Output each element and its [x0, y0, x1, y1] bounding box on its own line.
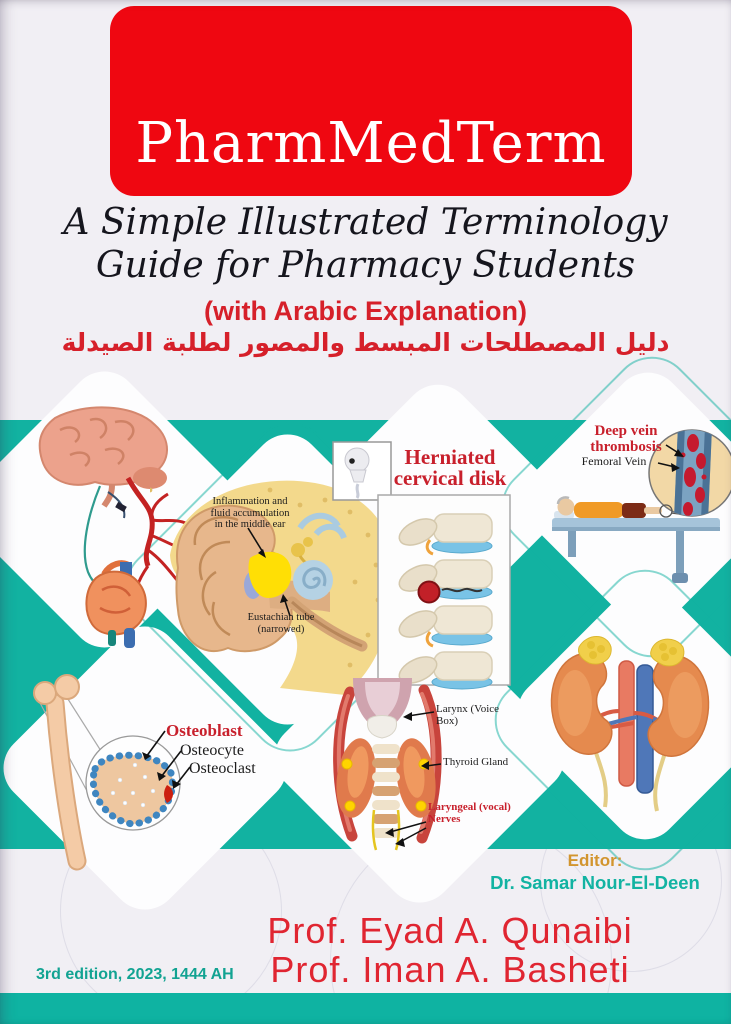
editor-block: [470, 850, 720, 894]
ear-fluid-label: Inflammation and fluid accumulation in the middle ear: [210, 496, 290, 531]
osteocyte-label: Osteocyte: [180, 742, 244, 759]
book-subtitle: [0, 201, 731, 287]
subtitle-line-2: Guide for Pharmacy Students: [95, 245, 636, 287]
ear-tube-label: Eustachian tube (narrowed): [247, 612, 315, 635]
osteoblast-label: Osteoblast: [166, 721, 243, 740]
title-banner: [110, 6, 632, 196]
authors-block: [225, 912, 675, 990]
kidneys-illustration: [535, 625, 725, 815]
author-2: Prof. Iman A. Basheti: [270, 948, 630, 990]
laryngeal-nerves-label: Laryngeal (vocal) Nerves: [428, 801, 511, 826]
editor-name: Dr. Samar Nour-El-Deen: [490, 872, 700, 894]
osteoclast-label: Osteoclast: [189, 760, 256, 777]
dvt-title: Deep vein thrombosis: [590, 423, 662, 455]
edition-note: 3rd edition, 2023, 1444 AH: [36, 966, 234, 983]
book-title: PharmMedTerm: [135, 111, 607, 176]
author-1: Prof. Eyad A. Qunaibi: [267, 910, 633, 951]
thyroid-label: Thyroid Gland: [443, 756, 509, 768]
cervical-disk-title: Herniated cervical disk: [393, 445, 507, 491]
bottom-teal-bar: [0, 993, 731, 1024]
editor-label: Editor:: [567, 851, 623, 870]
arabic-explanation-note: (with Arabic Explanation): [203, 296, 528, 326]
subtitle-line-1: A Simple Illustrated Terminology: [63, 202, 668, 243]
larynx-label: Larynx (Voice Box): [436, 703, 500, 728]
arabic-title: دليل المصطلحات المبسط والمصور لطلبة الصيدلة: [61, 328, 670, 357]
femoral-vein-label: Femoral Vein: [581, 454, 647, 468]
